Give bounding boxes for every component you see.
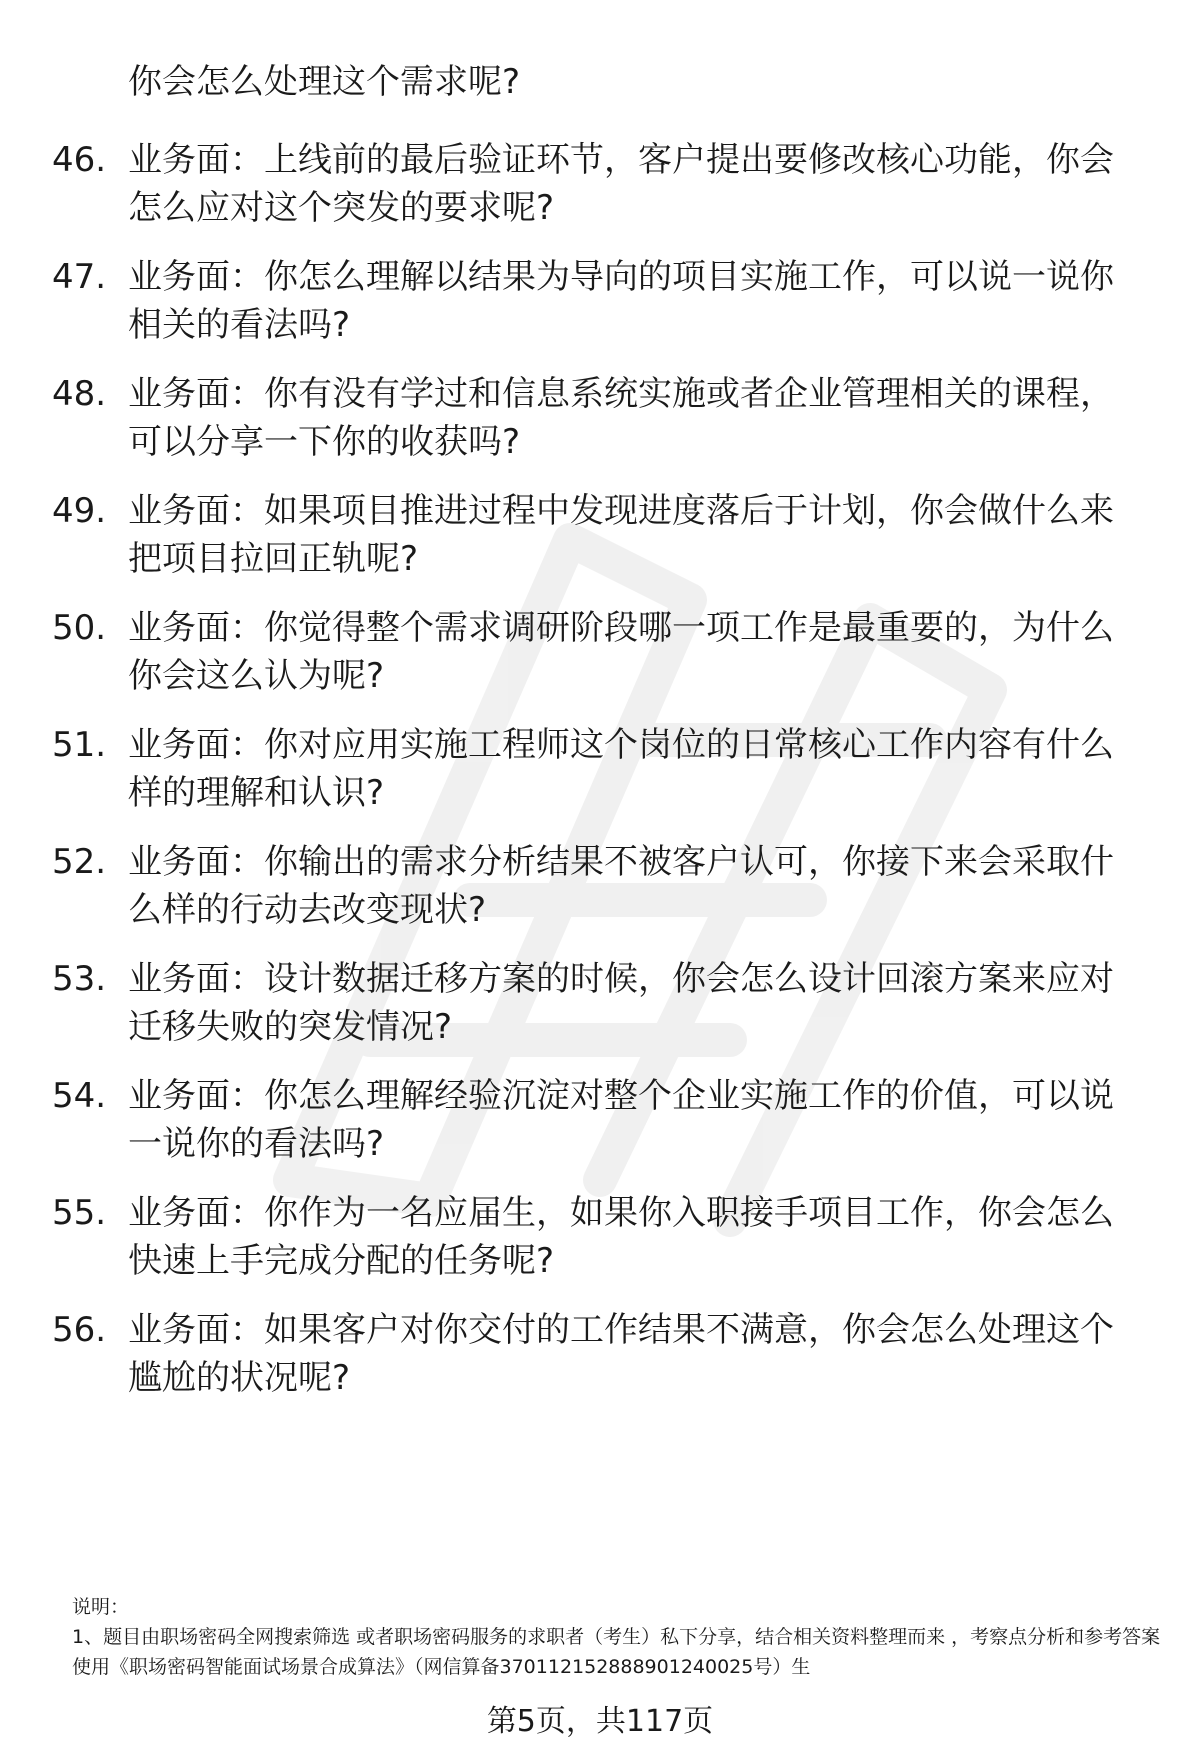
question-text: 业务面：你怎么理解以结果为导向的项目实施工作，可以说一说你相关的看法吗? — [128, 257, 1114, 345]
question-item — [52, 955, 1152, 1051]
question-item — [52, 136, 1152, 232]
question-item — [52, 721, 1152, 817]
question-item — [52, 253, 1152, 349]
question-text: 业务面：你作为一名应届生，如果你入职接手项目工作，你会怎么快速上手完成分配的任务呢? — [128, 1193, 1114, 1281]
page-number: 第5页，共117页 — [486, 1704, 714, 1739]
question-item — [52, 604, 1152, 700]
question-text: 业务面：上线前的最后验证环节，客户提出要修改核心功能，你会怎么应对这个突发的要求呢? — [128, 140, 1114, 228]
question-number: 55. — [52, 1193, 107, 1233]
question-item — [52, 487, 1152, 583]
question-number: 50. — [52, 608, 107, 648]
question-item — [52, 1306, 1152, 1402]
question-number: 51. — [52, 725, 107, 765]
question-number: 47. — [52, 257, 107, 297]
question-text: 业务面：你对应用实施工程师这个岗位的日常核心工作内容有什么样的理解和认识? — [128, 725, 1114, 813]
question-number: 52. — [52, 842, 107, 882]
question-number: 46. — [52, 140, 107, 180]
question-number: 54. — [52, 1076, 107, 1116]
question-number: 53. — [52, 959, 107, 999]
notes-item: 1、题目由职场密码全网搜索筛选 或者职场密码服务的求职者（考生）私下分享，结合相关资料整理而来 ，考察点分析和参考答案使用《职场密码智能面试场景合成算法》（网信算备370112152888901240025号）生 — [72, 1626, 1161, 1678]
question-number: 49. — [52, 491, 107, 531]
question-number: 48. — [52, 374, 107, 414]
question-number: 56. — [52, 1310, 107, 1350]
question-text: 业务面：如果项目推进过程中发现进度落后于计划，你会做什么来把项目拉回正轨呢? — [128, 491, 1114, 579]
question-item — [52, 1072, 1152, 1168]
question-text: 业务面：设计数据迁移方案的时候，你会怎么设计回滚方案来应对迁移失败的突发情况? — [128, 959, 1114, 1047]
question-text: 业务面：你输出的需求分析结果不被客户认可，你接下来会采取什么样的行动去改变现状? — [128, 842, 1114, 930]
notes-section — [72, 1592, 1162, 1682]
question-text: 业务面：如果客户对你交付的工作结果不满意，你会怎么处理这个尴尬的状况呢? — [128, 1310, 1114, 1398]
question-item — [52, 370, 1152, 466]
notes-heading: 说明： — [72, 1596, 130, 1618]
continued-question-text: 你会怎么处理这个需求呢? — [128, 62, 521, 102]
question-item — [52, 838, 1152, 934]
question-text: 业务面：你觉得整个需求调研阶段哪一项工作是最重要的，为什么你会这么认为呢? — [128, 608, 1114, 696]
question-item — [52, 1189, 1152, 1285]
question-text: 业务面：你有没有学过和信息系统实施或者企业管理相关的课程，可以分享一下你的收获吗? — [128, 374, 1114, 462]
question-text: 业务面：你怎么理解经验沉淀对整个企业实施工作的价值，可以说一说你的看法吗? — [128, 1076, 1114, 1164]
